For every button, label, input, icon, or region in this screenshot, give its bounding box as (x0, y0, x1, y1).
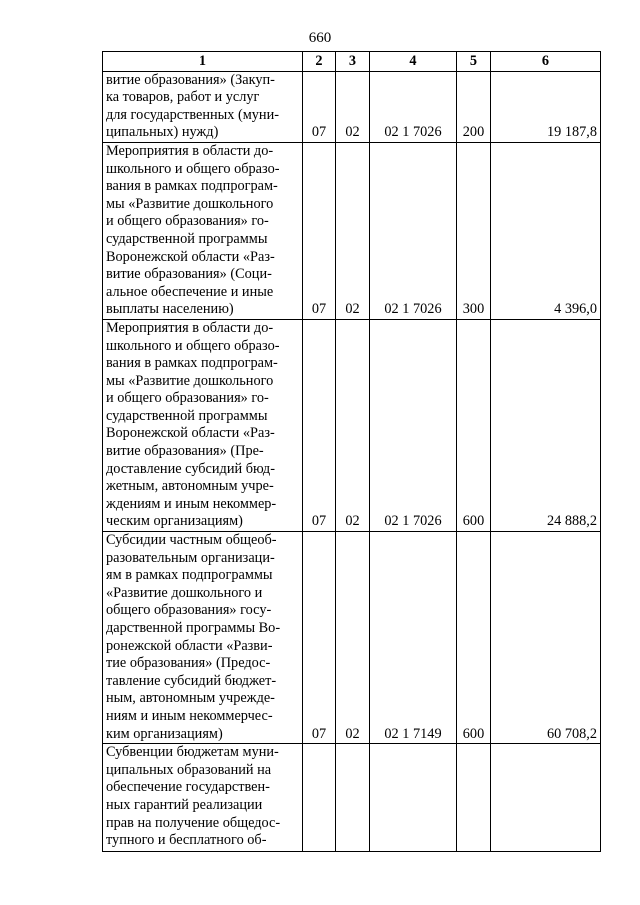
row-subsection: 02 (336, 319, 370, 531)
row-expense-type: 300 (457, 142, 491, 319)
row-subsection: 02 (336, 71, 370, 142)
row-expense-type: 200 (457, 71, 491, 142)
row-subsection: 02 (336, 532, 370, 744)
row-section (303, 744, 336, 852)
row-amount: 60 708,2 (491, 532, 601, 744)
column-header-name: 1 (103, 52, 303, 72)
table-row (103, 71, 601, 142)
table-row (103, 532, 601, 744)
row-expense-type (457, 744, 491, 852)
row-expense-type: 600 (457, 532, 491, 744)
column-header-expense-type: 5 (457, 52, 491, 72)
row-target-code (370, 744, 457, 852)
row-amount: 4 396,0 (491, 142, 601, 319)
row-section: 07 (303, 71, 336, 142)
row-name: Субсидии частным общеоб- разовательным организаци- ям в рамках подпрограммы «Развитие дошкольного и общего образования» госу- дарственной программы Во- ронежской области «Разви- тие образования» (Предос- тавление субсидий бюджет- ным, автономным учрежде- ниям и иным некоммерчес- ким организациям) (103, 532, 303, 744)
row-name: витие образования» (Закуп- ка товаров, работ и услуг для государственных (муни- ципальных) нужд) (103, 71, 303, 142)
row-amount: 24 888,2 (491, 319, 601, 531)
page-number: 660 (308, 30, 332, 46)
row-name: Мероприятия в области до- школьного и общего образо- вания в рамках подпрограм- мы «Развитие дошкольного и общего образования» го- сударственной программы Воронежской области «Раз- витие образования» (Пре- доставление субсидий бюд- жетным, автономным учре- ждениям и иным некоммер- ческим организациям) (103, 319, 303, 531)
row-target-code: 02 1 7149 (370, 532, 457, 744)
table-body (103, 71, 601, 851)
budget-table (102, 51, 601, 852)
row-target-code: 02 1 7026 (370, 319, 457, 531)
column-header-section: 2 (303, 52, 336, 72)
column-header-target-code: 4 (370, 52, 457, 72)
row-name: Мероприятия в области до- школьного и общего образо- вания в рамках подпрограм- мы «Развитие дошкольного и общего образования» го- сударственной программы Воронежской области «Раз- витие образования» (Соци- альное обеспечение и иные выплаты населению) (103, 142, 303, 319)
row-section: 07 (303, 319, 336, 531)
column-header-subsection: 3 (336, 52, 370, 72)
row-amount: 19 187,8 (491, 71, 601, 142)
header-row (103, 52, 601, 72)
row-name: Субвенции бюджетам муни- ципальных образований на обеспечение государствен- ных гарантий реализации прав на получение общедос- тупного и бесплатного об- (103, 744, 303, 852)
row-section: 07 (303, 142, 336, 319)
table-header (103, 52, 601, 72)
table-row (103, 142, 601, 319)
column-header-amount: 6 (491, 52, 601, 72)
row-section: 07 (303, 532, 336, 744)
row-amount (491, 744, 601, 852)
row-expense-type: 600 (457, 319, 491, 531)
table-row (103, 319, 601, 531)
table-row (103, 744, 601, 852)
row-subsection: 02 (336, 142, 370, 319)
row-target-code: 02 1 7026 (370, 142, 457, 319)
row-subsection (336, 744, 370, 852)
row-target-code: 02 1 7026 (370, 71, 457, 142)
